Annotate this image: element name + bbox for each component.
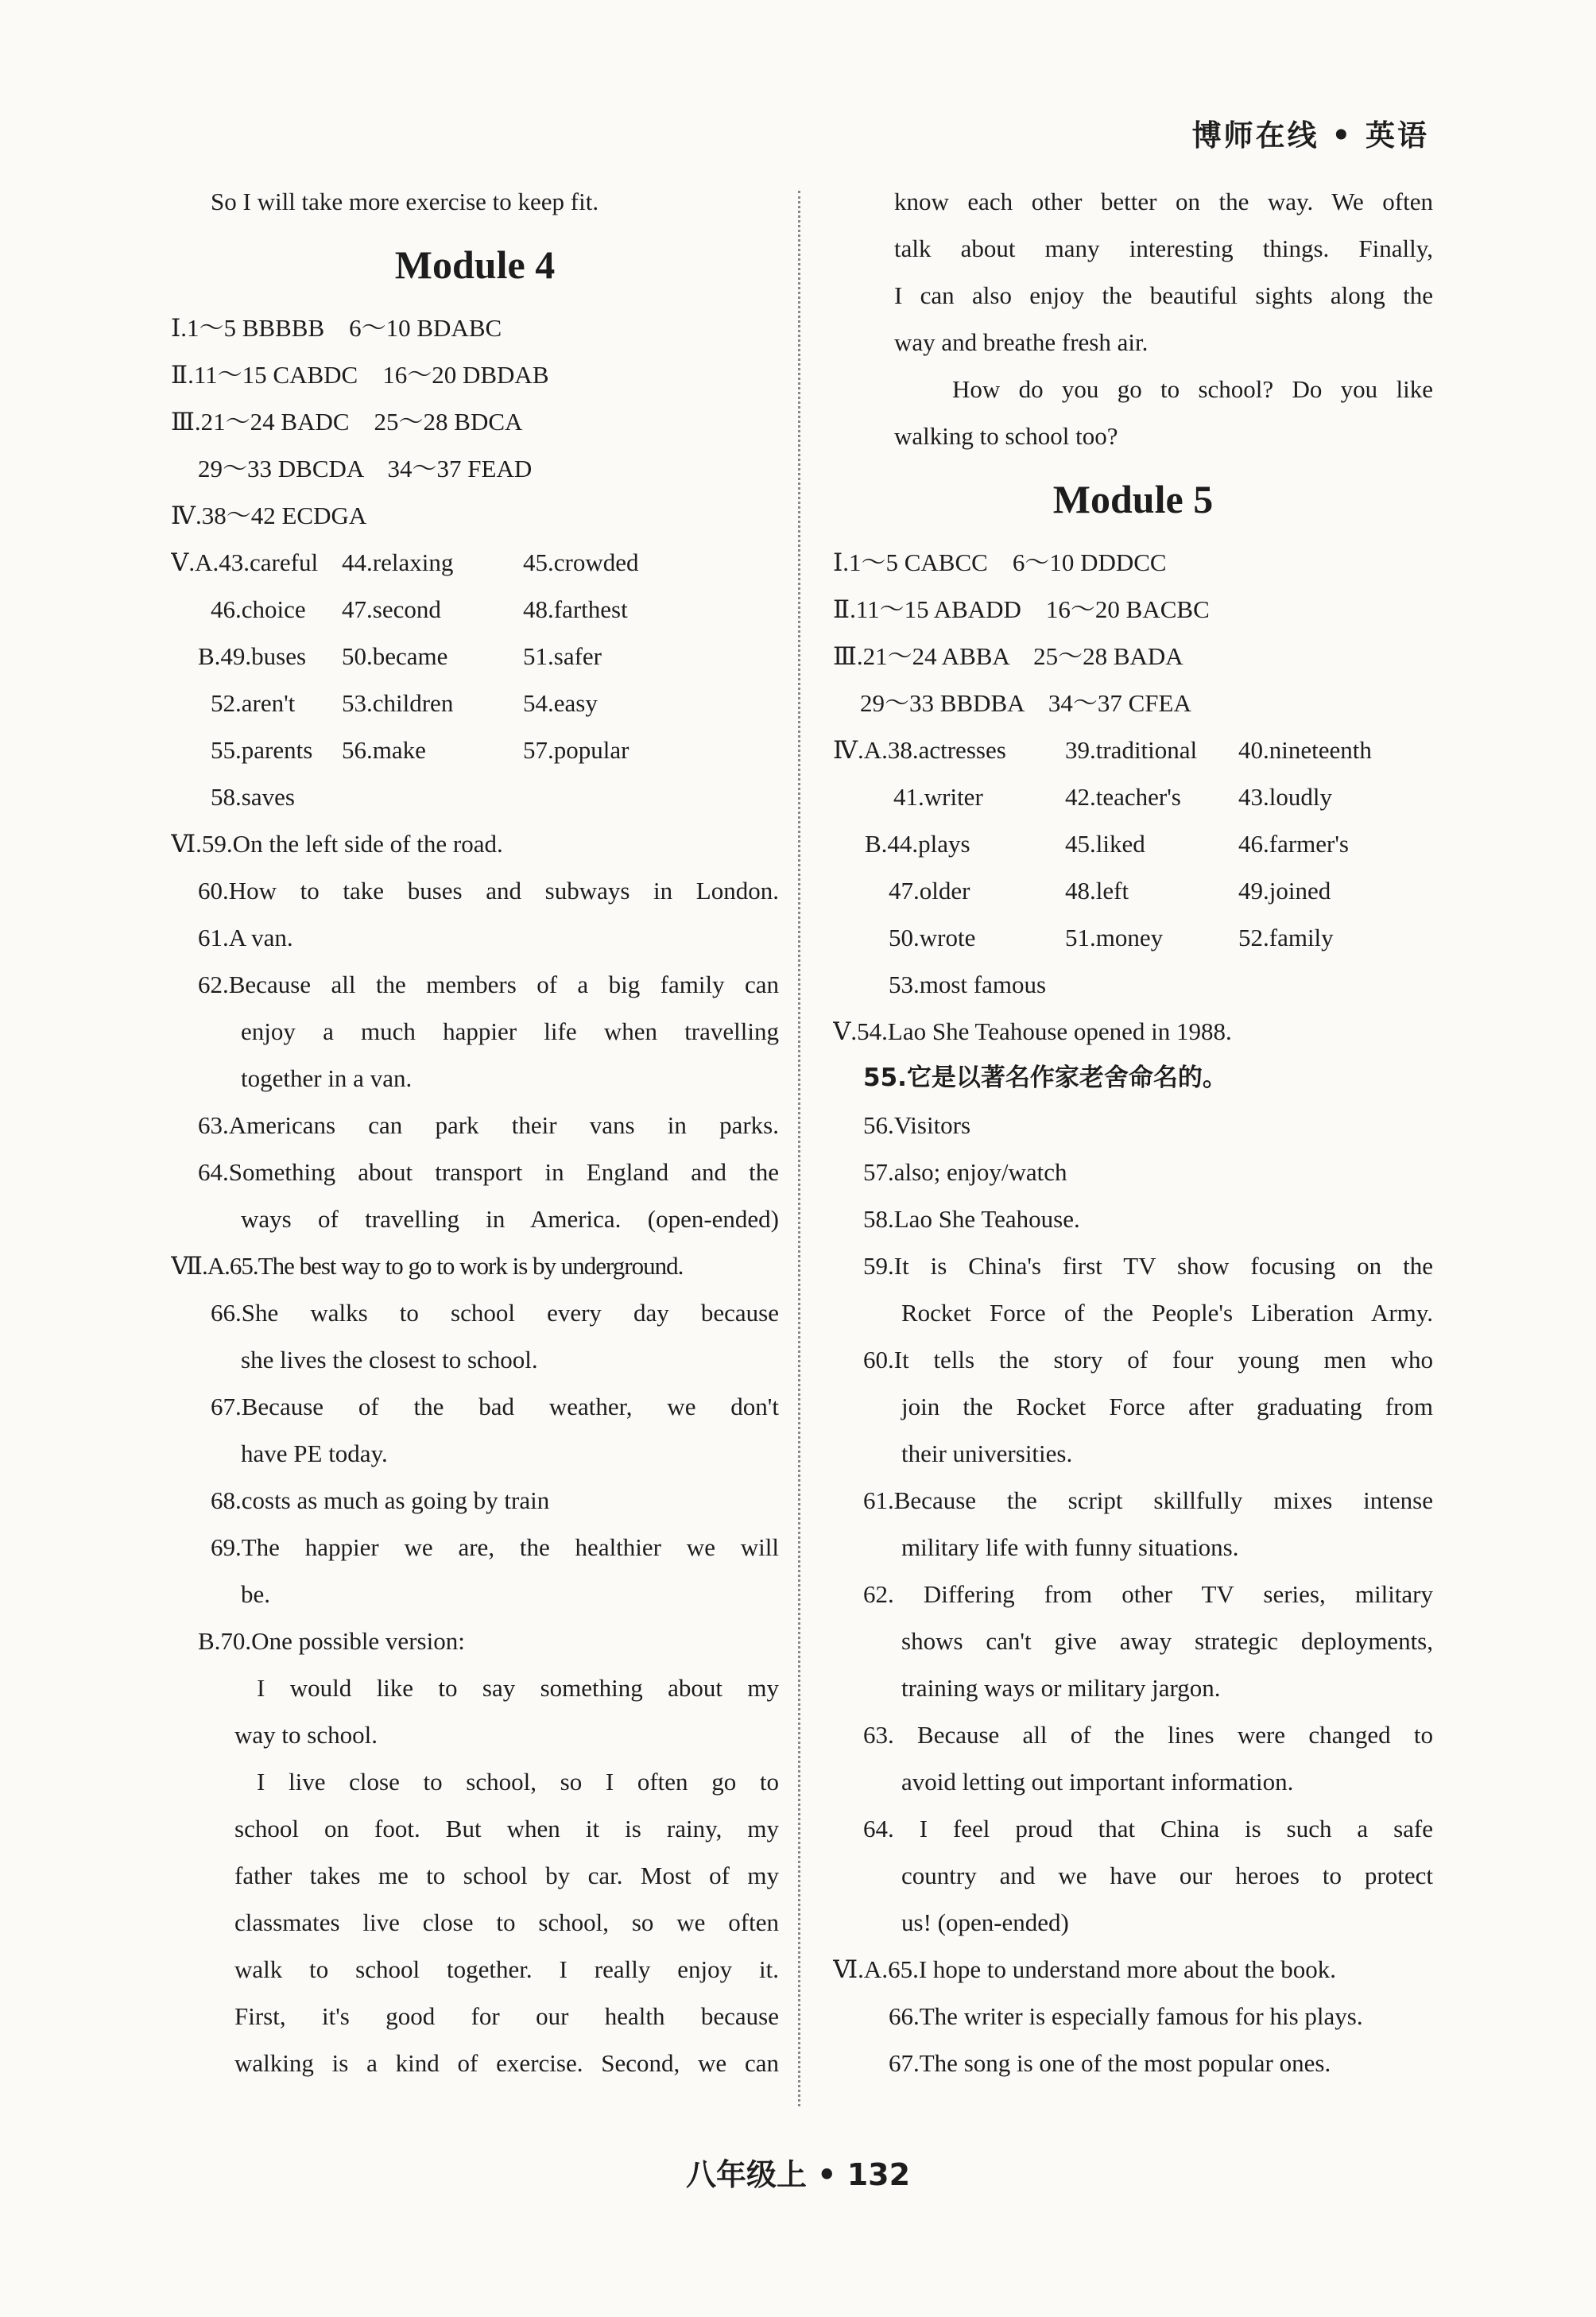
page-footer: 八年级上 • 132 <box>685 2157 911 2192</box>
answer-line: us! (open-ended) <box>901 1908 1069 1936</box>
answer-cell: 50.wrote <box>889 924 976 951</box>
answer-cell: 52.aren't <box>211 689 296 717</box>
answer-cell: 55.parents <box>211 736 313 764</box>
answer-line: 60.How to take buses and subways in London. <box>198 877 779 905</box>
answer-cell: 52.family <box>1238 924 1334 951</box>
answer-row <box>833 726 1433 773</box>
answer-line: Ⅶ.A.65.The best way to go to work is by underground. <box>171 1252 684 1280</box>
answer-line: 60.It tells the story of four young men who <box>863 1346 1433 1374</box>
answer-row <box>171 726 779 773</box>
answer-cell: 57.popular <box>523 736 629 764</box>
answer-line: Ⅴ.54.Lao She Teahouse opened in 1988. <box>833 1017 1232 1045</box>
left-column <box>171 178 779 2086</box>
answer-line: Ⅰ.1～5 CABCC 6～10 DDDCC <box>833 548 1167 576</box>
answer-cell: 48.farthest <box>523 595 628 623</box>
module-5-title: Module 5 <box>1052 477 1214 521</box>
answer-line: 66.She walks to school every day because <box>211 1299 779 1327</box>
answer-line: 61.A van. <box>198 924 293 951</box>
answer-line: 66.The writer is especially famous for his plays. <box>889 2002 1363 2030</box>
answer-cell: 40.nineteenth <box>1238 736 1372 764</box>
essay-line: classmates live close to school, so we often <box>234 1908 779 1936</box>
essay-line: First, it's good for our health because <box>234 2002 779 2030</box>
answer-line: 64.Something about transport in England and the <box>198 1158 779 1186</box>
page-header: 博师在线 • 英语 <box>1191 118 1429 153</box>
answer-cell: 43.loudly <box>1238 783 1332 811</box>
intro-line: So I will take more exercise to keep fit. <box>211 188 599 215</box>
answer-line: 64. I feel proud that China is such a safe <box>863 1815 1433 1842</box>
answer-line: ways of travelling in America. (open-ended) <box>241 1205 779 1233</box>
answer-line: 59.It is China's first TV show focusing on the <box>863 1252 1433 1280</box>
answer-line: 69.The happier we are, the healthier we will <box>211 1533 779 1561</box>
answer-line: Ⅵ.A.65.I hope to understand more about the book. <box>833 1955 1336 1983</box>
answer-row <box>171 586 779 633</box>
answer-line: 29～33 BBDBA 34～37 CFEA <box>860 689 1191 717</box>
answer-line: shows can't give away strategic deployments, <box>901 1627 1433 1655</box>
answer-cell: 50.became <box>342 642 448 670</box>
essay-line: father takes me to school by car. Most of my <box>234 1862 779 1889</box>
essay-line: way and breathe fresh air. <box>894 328 1149 356</box>
answer-line: 29～33 DBCDA 34～37 FEAD <box>198 455 533 482</box>
answer-cell: 47.older <box>889 877 970 905</box>
answer-cell: 51.safer <box>523 642 602 670</box>
answer-line: 55.它是以著名作家老舍命名的。 <box>863 1064 1227 1092</box>
answer-line: Rocket Force of the People's Liberation Army. <box>901 1299 1433 1327</box>
answer-line: Ⅳ.38～42 ECDGA <box>171 502 367 529</box>
answer-line: 58.Lao She Teahouse. <box>863 1205 1080 1233</box>
answer-row <box>171 539 779 586</box>
answer-line: military life with funny situations. <box>901 1533 1239 1561</box>
answer-line: avoid letting out important information. <box>901 1768 1294 1796</box>
essay-line: I can also enjoy the beautiful sights along the <box>894 281 1433 309</box>
essay-line: know each other better on the way. We often <box>894 188 1433 215</box>
answer-line: 62. Differing from other TV series, military <box>863 1580 1433 1608</box>
essay-line: school on foot. But when it is rainy, my <box>234 1815 779 1842</box>
answer-cell: 47.second <box>342 595 441 623</box>
answer-line: enjoy a much happier life when travelling <box>241 1017 779 1045</box>
answer-cell: 49.joined <box>1238 877 1331 905</box>
answer-cell: 45.liked <box>1065 830 1145 858</box>
answer-line: Ⅵ.59.On the left side of the road. <box>171 830 503 858</box>
essay-line: I live close to school, so I often go to <box>257 1768 779 1796</box>
answer-line: 68.costs as much as going by train <box>211 1486 550 1514</box>
answer-cell: 39.traditional <box>1065 736 1198 764</box>
answer-cell: Ⅳ.A.38.actresses <box>833 736 1006 764</box>
answer-line: 62.Because all the members of a big family can <box>198 971 779 998</box>
answer-line: Ⅱ.11～15 CABDC 16～20 DBDAB <box>171 361 549 389</box>
answer-line: Ⅲ.21～24 ABBA 25～28 BADA <box>833 642 1183 670</box>
answer-line: 56.Visitors <box>863 1111 971 1139</box>
answer-line: 58.saves <box>211 783 295 811</box>
answer-line: 63.Americans can park their vans in parks. <box>198 1111 779 1139</box>
answer-line: 61.Because the script skillfully mixes intense <box>863 1486 1433 1514</box>
right-column <box>833 178 1433 2086</box>
answer-line: be. <box>241 1580 271 1608</box>
answer-line: have PE today. <box>241 1439 388 1467</box>
answer-line: she lives the closest to school. <box>241 1346 538 1374</box>
answer-cell: 46.farmer's <box>1238 830 1350 858</box>
answer-cell: B.44.plays <box>865 830 970 858</box>
essay-line: walk to school together. I really enjoy it. <box>234 1955 779 1983</box>
answer-line: Ⅰ.1～5 BBBBB 6～10 BDABC <box>171 314 502 342</box>
answer-cell: B.49.buses <box>198 642 307 670</box>
answer-row <box>171 680 779 726</box>
answer-line: join the Rocket Force after graduating from <box>901 1393 1433 1420</box>
answer-cell: 48.left <box>1065 877 1129 905</box>
answer-cell: 54.easy <box>523 689 598 717</box>
answer-cell: 46.choice <box>211 595 306 623</box>
answer-row <box>833 867 1433 914</box>
module-4-title: Module 4 <box>394 242 556 287</box>
answer-cell: 53.children <box>342 689 454 717</box>
essay-line: way to school. <box>234 1721 378 1749</box>
answer-cell: 42.teacher's <box>1065 783 1181 811</box>
answer-line: 67.Because of the bad weather, we don't <box>211 1393 779 1420</box>
essay-line: walking to school too? <box>894 422 1118 450</box>
answer-line: together in a van. <box>241 1064 413 1092</box>
answer-cell: 44.relaxing <box>342 548 454 576</box>
answer-cell: 41.writer <box>893 783 983 811</box>
answer-line: training ways or military jargon. <box>901 1674 1221 1702</box>
answer-row <box>833 773 1433 820</box>
answer-line: 53.most famous <box>889 971 1047 998</box>
essay-line: walking is a kind of exercise. Second, we can <box>234 2049 779 2077</box>
essay-line: How do you go to school? Do you like <box>952 375 1433 403</box>
column-divider <box>798 191 800 2106</box>
answer-line: 57.also; enjoy/watch <box>863 1158 1067 1186</box>
answer-line: Ⅱ.11～15 ABADD 16～20 BACBC <box>833 595 1210 623</box>
answer-line: Ⅲ.21～24 BADC 25～28 BDCA <box>171 408 523 436</box>
answer-line: their universities. <box>901 1439 1073 1467</box>
answer-row <box>833 820 1433 867</box>
answer-line: country and we have our heroes to protect <box>901 1862 1433 1889</box>
answer-line: 63. Because all of the lines were changed to <box>863 1721 1433 1749</box>
answer-cell: 51.money <box>1065 924 1164 951</box>
essay-line: I would like to say something about my <box>257 1674 779 1702</box>
answer-line: 67.The song is one of the most popular ones. <box>889 2049 1331 2077</box>
answer-cell: 45.crowded <box>523 548 639 576</box>
answer-cell: Ⅴ.A.43.careful <box>171 548 319 576</box>
answer-cell: 56.make <box>342 736 426 764</box>
answer-row <box>171 633 779 680</box>
answer-line: B.70.One possible version: <box>198 1627 465 1655</box>
essay-line: talk about many interesting things. Finally, <box>894 234 1433 262</box>
answer-row <box>833 914 1433 961</box>
